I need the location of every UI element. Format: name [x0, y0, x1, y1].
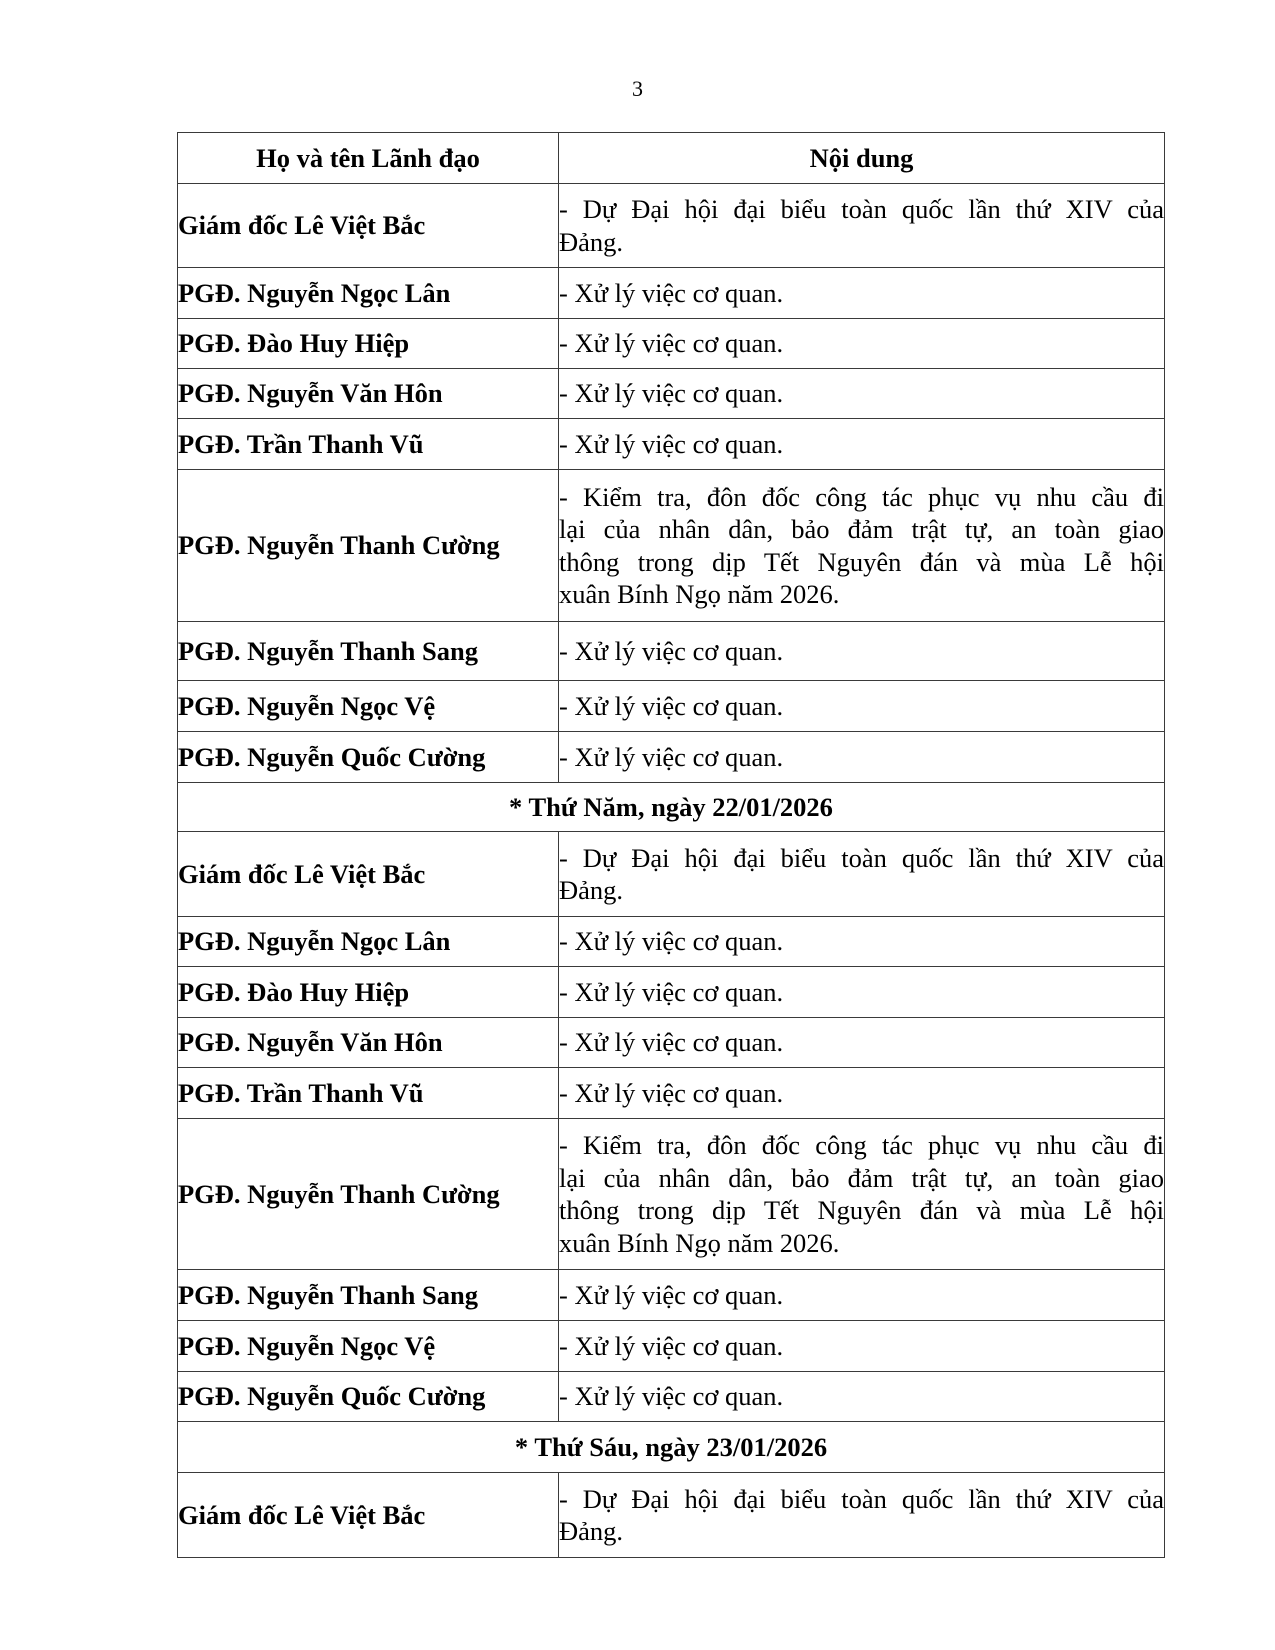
table-row — [178, 622, 1165, 681]
table-row — [178, 732, 1165, 783]
leader-name: PGĐ. Nguyễn Ngọc Lân — [178, 268, 559, 319]
content-line: - Xử lý việc cơ quan. — [559, 428, 784, 459]
table-row — [178, 1321, 1165, 1372]
content-line: - Xử lý việc cơ quan. — [559, 926, 784, 957]
task-content — [559, 1321, 1165, 1372]
leader-name: PGĐ. Trần Thanh Vũ — [178, 419, 559, 470]
task-content — [559, 832, 1165, 917]
table-row — [178, 681, 1165, 732]
table-row — [178, 917, 1165, 967]
task-content — [559, 732, 1165, 783]
task-content — [559, 917, 1165, 967]
leader-name: PGĐ. Nguyễn Quốc Cường — [178, 732, 559, 783]
leader-name: PGĐ. Nguyễn Thanh Cường — [178, 1119, 559, 1270]
content-line: Đảng. — [559, 226, 624, 257]
table-row — [178, 1068, 1165, 1119]
content-line: lại của nhân dân, bảo đảm trật tự, an toàn giao — [559, 514, 1164, 544]
table-row — [178, 268, 1165, 319]
content-line: - Dự Đại hội đại biểu toàn quốc lần thứ XIV của — [559, 842, 1164, 873]
content-line: Đảng. — [559, 875, 624, 905]
header-content: Nội dung — [559, 133, 1165, 184]
schedule-table — [177, 132, 1165, 1558]
table-row — [178, 1473, 1165, 1558]
table-row — [178, 319, 1165, 369]
header-leader-name: Họ và tên Lãnh đạo — [178, 133, 559, 184]
task-content — [559, 470, 1165, 622]
day-header-row — [178, 783, 1165, 832]
task-content — [559, 622, 1165, 681]
leader-name: PGĐ. Nguyễn Ngọc Lân — [178, 917, 559, 967]
task-content — [559, 1473, 1165, 1558]
task-content — [559, 967, 1165, 1018]
day-header: * Thứ Năm, ngày 22/01/2026 — [178, 783, 1165, 832]
leader-name: PGĐ. Nguyễn Ngọc Vệ — [178, 681, 559, 732]
content-line: lại của nhân dân, bảo đảm trật tự, an toàn giao — [559, 1162, 1164, 1193]
content-line: - Xử lý việc cơ quan. — [559, 1027, 784, 1058]
page-number: 3 — [632, 76, 643, 101]
task-content — [559, 1018, 1165, 1068]
leader-name: PGĐ. Nguyễn Thanh Sang — [178, 1270, 559, 1321]
leader-name: Giám đốc Lê Việt Bắc — [178, 184, 559, 268]
table-row — [178, 1119, 1165, 1270]
content-line: xuân Bính Ngọ năm 2026. — [559, 1227, 840, 1258]
content-line: - Xử lý việc cơ quan. — [559, 277, 784, 308]
table-row — [178, 470, 1165, 622]
content-line: - Dự Đại hội đại biểu toàn quốc lần thứ XIV của — [559, 1483, 1164, 1514]
leader-name: Giám đốc Lê Việt Bắc — [178, 832, 559, 917]
leader-name: PGĐ. Đào Huy Hiệp — [178, 319, 559, 369]
task-content — [559, 1119, 1165, 1270]
content-line: - Dự Đại hội đại biểu toàn quốc lần thứ XIV của — [559, 194, 1164, 224]
leader-name: PGĐ. Trần Thanh Vũ — [178, 1068, 559, 1119]
table-row — [178, 1018, 1165, 1068]
content-line: - Xử lý việc cơ quan. — [559, 378, 784, 409]
content-line: thông trong dịp Tết Nguyên đán và mùa Lễ hội — [559, 546, 1164, 577]
table-row — [178, 419, 1165, 470]
table-row — [178, 967, 1165, 1018]
content-line: - Xử lý việc cơ quan. — [559, 976, 784, 1007]
task-content — [559, 1372, 1165, 1422]
leader-name: PGĐ. Nguyễn Văn Hôn — [178, 369, 559, 419]
content-line: - Xử lý việc cơ quan. — [559, 741, 784, 772]
leader-name: PGĐ. Nguyễn Quốc Cường — [178, 1372, 559, 1422]
content-line: - Xử lý việc cơ quan. — [559, 328, 784, 359]
leader-name: PGĐ. Nguyễn Văn Hôn — [178, 1018, 559, 1068]
table-row — [178, 832, 1165, 917]
leader-name: PGĐ. Nguyễn Thanh Cường — [178, 470, 559, 622]
leader-name: PGĐ. Đào Huy Hiệp — [178, 967, 559, 1018]
leader-name: Giám đốc Lê Việt Bắc — [178, 1473, 559, 1558]
day-header: * Thứ Sáu, ngày 23/01/2026 — [178, 1422, 1165, 1473]
content-line: - Kiểm tra, đôn đốc công tác phục vụ nhu cầu đi — [559, 481, 1164, 512]
table-header-row — [178, 133, 1165, 184]
day-header-row — [178, 1422, 1165, 1473]
content-line: Đảng. — [559, 1516, 624, 1546]
task-content — [559, 1270, 1165, 1321]
content-line: - Xử lý việc cơ quan. — [559, 1381, 784, 1412]
content-line: - Kiểm tra, đôn đốc công tác phục vụ nhu cầu đi — [559, 1130, 1164, 1160]
task-content — [559, 184, 1165, 268]
table-row — [178, 184, 1165, 268]
task-content — [559, 268, 1165, 319]
table-body — [178, 184, 1165, 1558]
task-content — [559, 681, 1165, 732]
content-line: - Xử lý việc cơ quan. — [559, 690, 784, 721]
content-line: - Xử lý việc cơ quan. — [559, 1077, 784, 1108]
task-content — [559, 419, 1165, 470]
content-line: - Xử lý việc cơ quan. — [559, 635, 784, 666]
content-line: - Xử lý việc cơ quan. — [559, 1330, 784, 1361]
content-line: thông trong dịp Tết Nguyên đán và mùa Lễ hội — [559, 1195, 1164, 1225]
content-line: xuân Bính Ngọ năm 2026. — [559, 579, 840, 609]
table-row — [178, 369, 1165, 419]
table-row — [178, 1372, 1165, 1422]
task-content — [559, 1068, 1165, 1119]
task-content — [559, 369, 1165, 419]
leader-name: PGĐ. Nguyễn Ngọc Vệ — [178, 1321, 559, 1372]
content-line: - Xử lý việc cơ quan. — [559, 1279, 784, 1310]
leader-name: PGĐ. Nguyễn Thanh Sang — [178, 622, 559, 681]
task-content — [559, 319, 1165, 369]
table-row — [178, 1270, 1165, 1321]
